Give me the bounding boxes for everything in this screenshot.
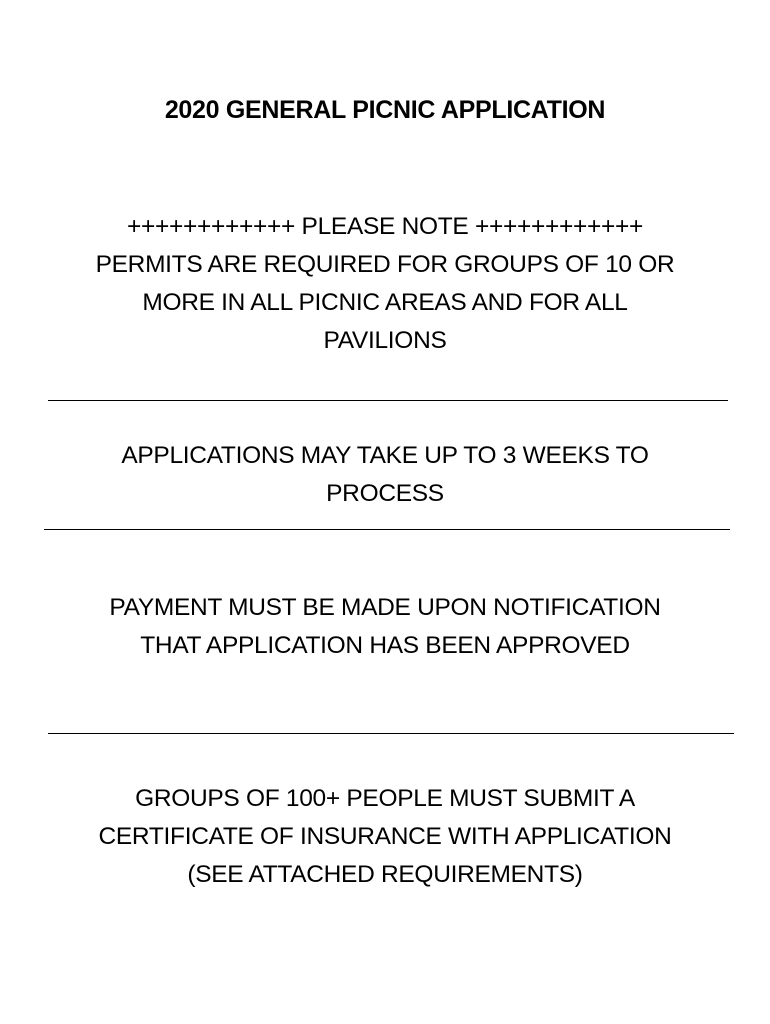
please-note-section	[0, 208, 770, 360]
please-note-heading: ++++++++++++ PLEASE NOTE ++++++++++++	[126, 213, 644, 240]
insurance-line: (SEE ATTACHED REQUIREMENTS)	[187, 861, 583, 888]
insurance-section	[0, 780, 770, 894]
insurance-line: GROUPS OF 100+ PEOPLE MUST SUBMIT A	[135, 785, 635, 812]
section-divider	[44, 529, 730, 530]
insurance-line: CERTIFICATE OF INSURANCE WITH APPLICATION	[98, 823, 672, 850]
payment-section	[0, 589, 770, 665]
note-line: PAVILIONS	[323, 327, 447, 354]
section-divider	[48, 733, 734, 734]
processing-line: PROCESS	[326, 480, 444, 507]
section-divider	[48, 400, 728, 401]
payment-line: PAYMENT MUST BE MADE UPON NOTIFICATION	[109, 594, 661, 621]
page-title: 2020 GENERAL PICNIC APPLICATION	[164, 96, 606, 124]
processing-line: APPLICATIONS MAY TAKE UP TO 3 WEEKS TO	[121, 442, 649, 469]
note-line: MORE IN ALL PICNIC AREAS AND FOR ALL	[142, 289, 628, 316]
note-line: PERMITS ARE REQUIRED FOR GROUPS OF 10 OR	[95, 251, 675, 278]
processing-time-section	[0, 437, 770, 513]
payment-line: THAT APPLICATION HAS BEEN APPROVED	[140, 632, 630, 659]
